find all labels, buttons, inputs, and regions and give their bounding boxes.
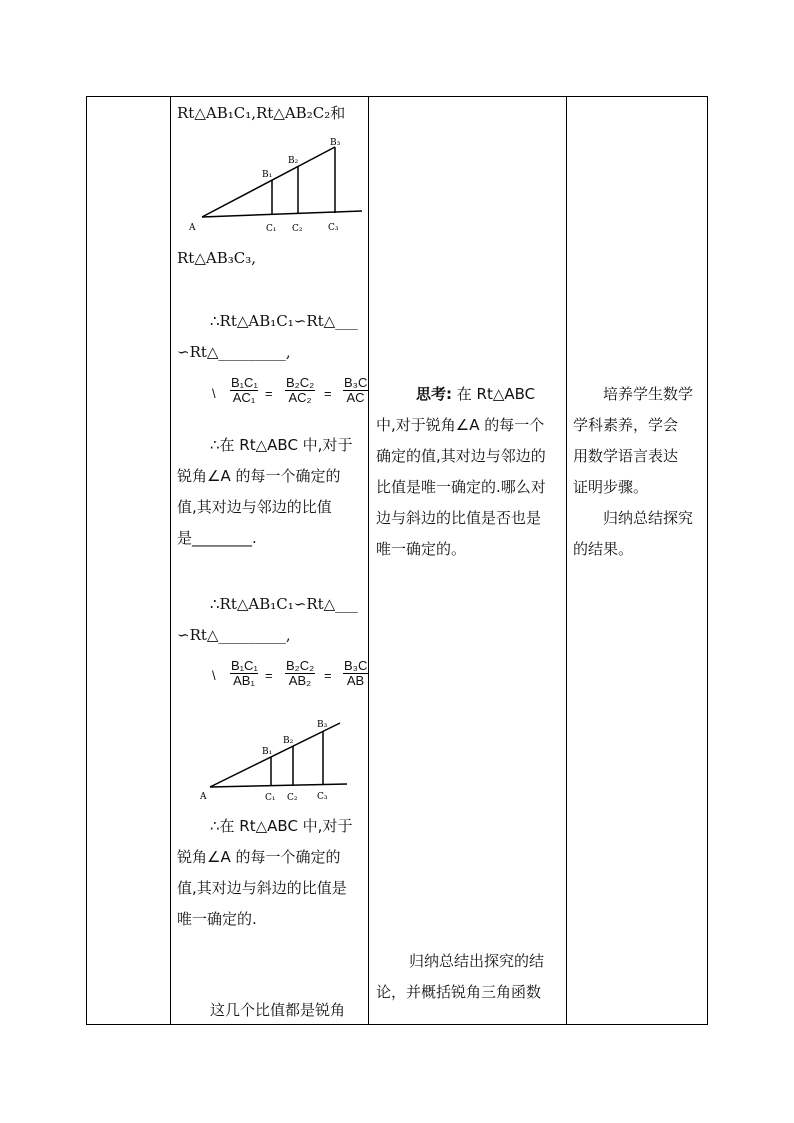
- think-line: 比值是唯一确定的.哪么对: [376, 478, 546, 496]
- conclusion-line: 锐角∠A 的每一个确定的: [177, 467, 341, 485]
- conclusion-line: ∴在 Rt△ABC 中,对于: [210, 817, 353, 835]
- intent-line: 培养学生数学: [603, 385, 694, 403]
- label-c2: C₂: [292, 224, 303, 234]
- fraction-denominator: AB: [346, 673, 365, 688]
- label-c1: C₁: [265, 793, 276, 803]
- conclusion-line: ∴在 Rt△ABC 中,对于: [210, 436, 353, 454]
- ratio-2-fraction-1: [230, 659, 258, 688]
- fraction-numerator: B₃C: [344, 376, 368, 390]
- fraction-numerator: B₂C₂: [286, 658, 315, 673]
- conclusion-line: 值,其对边与斜边的比值是: [177, 879, 347, 897]
- summary-line: 论，并概括锐角三角函数: [376, 983, 542, 1001]
- think-line: 确定的值,其对边与邻边的: [376, 447, 546, 465]
- therefore-similar-1: ∴Rt△AB₁C₁∽Rt△___: [210, 312, 358, 330]
- ratio-2-fraction-2: [285, 659, 315, 688]
- rt-triangles-intro: Rt△AB₁C₁,Rt△AB₂C₂和: [177, 104, 346, 122]
- label-c3: C₃: [317, 792, 328, 802]
- fraction-denominator: AC₂: [288, 390, 312, 405]
- backslash-mark: \: [212, 668, 216, 683]
- label-a: A: [200, 792, 207, 802]
- equals-sign: =: [324, 668, 332, 683]
- design-intent: [573, 379, 705, 565]
- label-b3: B₃: [317, 720, 328, 730]
- conclusion-line: 唯一确定的.: [177, 910, 257, 928]
- fraction-denominator: AC₁: [232, 390, 256, 405]
- label-c2: C₂: [287, 793, 298, 803]
- label-a: A: [189, 223, 196, 233]
- similar-triangles-diagram-1: [180, 135, 370, 240]
- fraction-numerator: B₁C₁: [231, 658, 258, 673]
- think-line: 唯一确定的。: [376, 540, 467, 558]
- ratio-1-fraction-2: [285, 376, 315, 405]
- hypotenuse-line: [202, 147, 335, 217]
- equals-sign: =: [324, 386, 332, 401]
- therefore-similar-1b: ∽Rt△_________,: [177, 343, 291, 361]
- column-divider-3: [566, 96, 567, 1025]
- ratio-1-fraction-1: [230, 376, 258, 405]
- conclusion-hypotenuse: [177, 811, 365, 935]
- conclusion-line: 锐角∠A 的每一个确定的: [177, 848, 341, 866]
- therefore-similar-2: ∴Rt△AB₁C₁∽Rt△___: [210, 595, 358, 613]
- label-b1: B₁: [262, 747, 273, 757]
- base-line: [210, 784, 347, 787]
- equals-sign: =: [265, 386, 273, 401]
- think-label: 思考:: [416, 385, 452, 403]
- fraction-numerator: B₂C₂: [286, 375, 315, 390]
- fraction-denominator: AB₁: [233, 673, 255, 688]
- conclusion-line: 是________.: [177, 529, 257, 547]
- similar-triangles-diagram-2: [195, 712, 365, 807]
- base-line: [202, 211, 362, 217]
- label-b3: B₃: [330, 138, 341, 148]
- think-line: 在 Rt△ABC: [456, 385, 536, 403]
- fraction-denominator: AC: [346, 390, 365, 405]
- label-c1: C₁: [266, 224, 277, 234]
- ratio-2-fraction-3: [343, 659, 368, 688]
- conclusion-line: 值,其对边与邻边的比值: [177, 498, 332, 516]
- label-b1: B₁: [262, 170, 273, 180]
- conclusion-adjacent: [177, 430, 365, 554]
- backslash-mark: \: [212, 386, 216, 401]
- therefore-similar-2b: ∽Rt△_________,: [177, 626, 291, 644]
- ratio-1-fraction-3: [343, 376, 368, 405]
- think-line: 中,对于锐角∠A 的每一个: [376, 416, 545, 434]
- label-c3: C₃: [328, 223, 339, 233]
- intent-line: 证明步骤。: [573, 478, 649, 496]
- intent-line: 归纳总结探究: [603, 509, 694, 527]
- ratio-definition-start: 这几个比值都是锐角: [210, 1001, 346, 1019]
- column-divider-1: [170, 96, 171, 1025]
- summary-line: 归纳总结出探究的结: [409, 952, 545, 970]
- equals-sign: =: [265, 668, 273, 683]
- label-b2: B₂: [283, 736, 294, 746]
- hypotenuse-line: [210, 723, 340, 787]
- intent-line: 用数学语言表达: [573, 447, 679, 465]
- label-b2: B₂: [288, 156, 299, 166]
- intent-line: 的结果。: [573, 540, 634, 558]
- fraction-denominator: AB₂: [288, 673, 312, 688]
- intent-line: 学科素养，学会: [573, 416, 679, 434]
- think-prompt: [376, 379, 564, 565]
- summary-prompt: [376, 946, 564, 1008]
- fraction-numerator: B₁C₁: [231, 375, 258, 390]
- rt-triangle-3: Rt△AB₃C₃,: [177, 249, 256, 267]
- fraction-numerator: B₃C: [344, 659, 368, 673]
- think-line: 边与斜边的比值是否也是: [376, 509, 542, 527]
